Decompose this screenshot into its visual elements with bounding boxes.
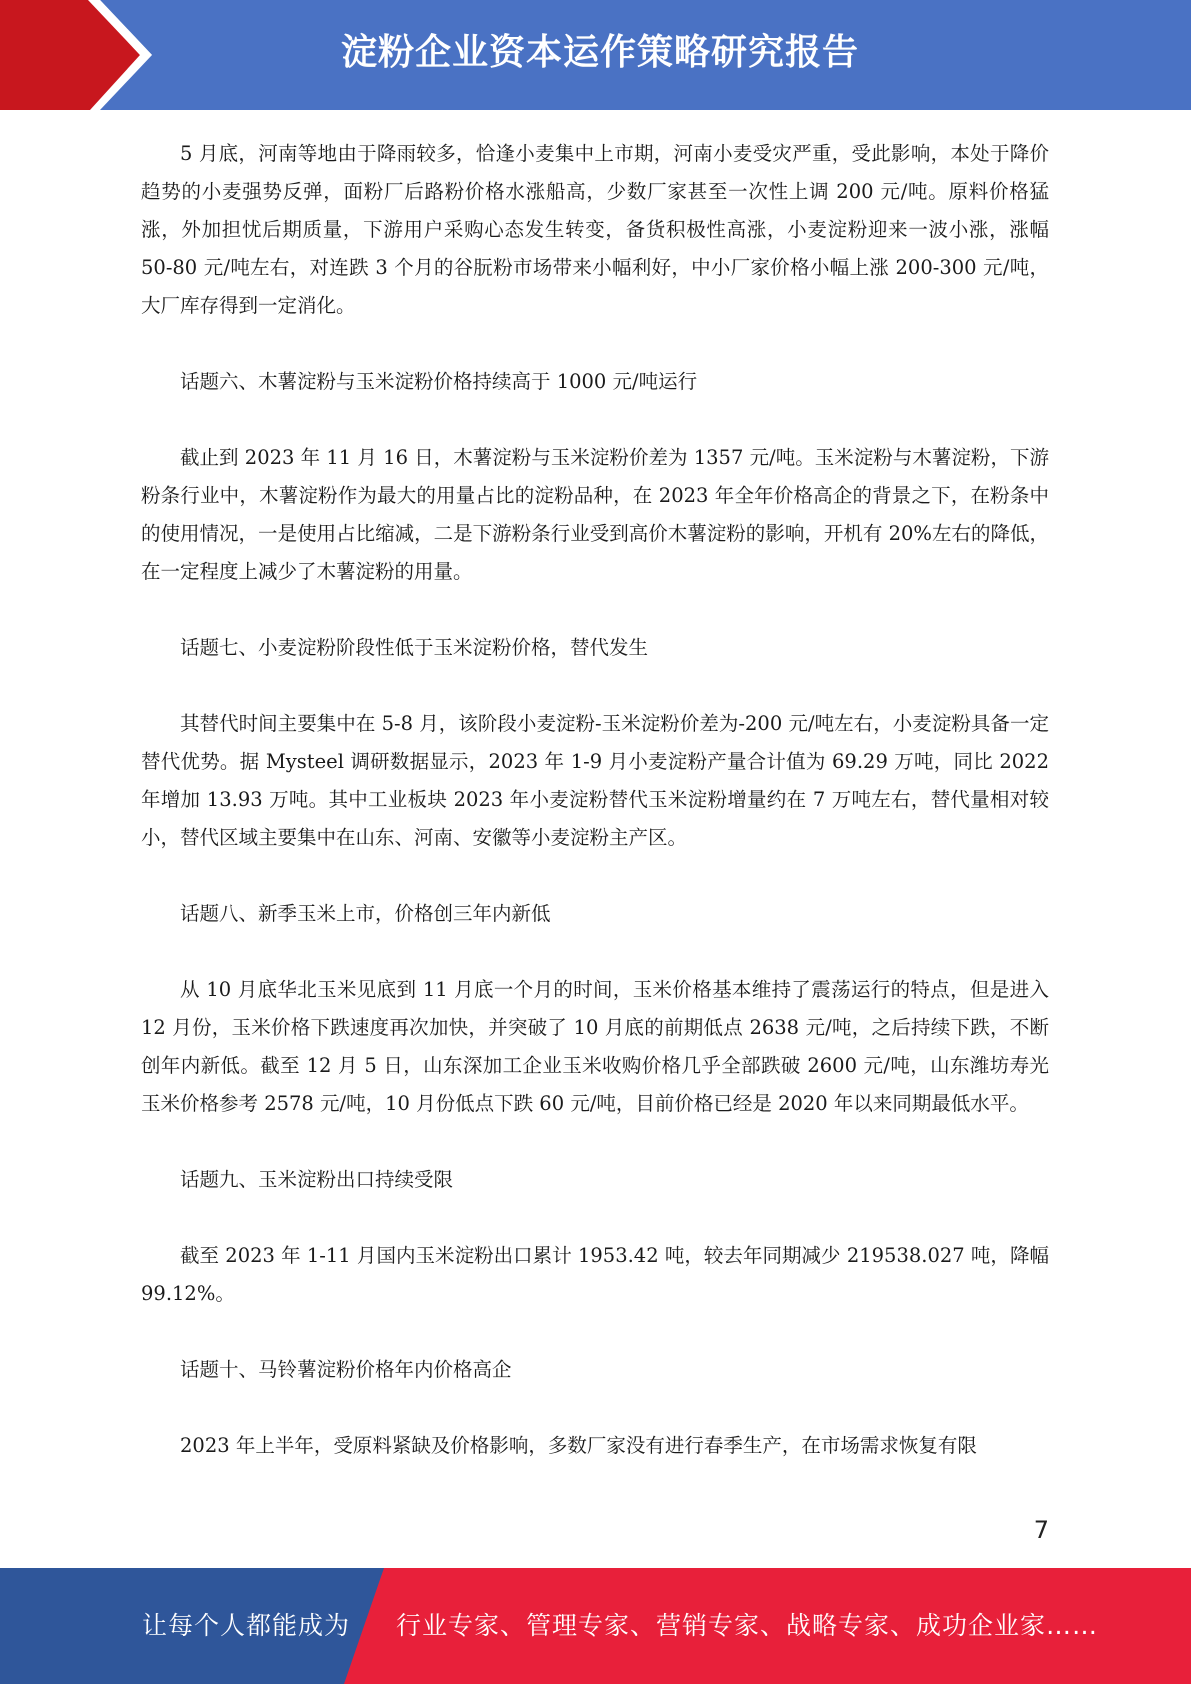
footer-slogan-right: 行业专家、管理专家、营销专家、战略专家、成功企业家…… [396,1611,1099,1640]
topic-heading: 话题八、新季玉米上市，价格创三年内新低 [180,902,551,925]
paragraph: 截至 2023 年 1-11 月国内玉米淀粉出口累计 1953.42 吨，较去年同期减少 219538.027 吨，降幅 99.12%。 [141,1244,1049,1305]
document-body [141,135,1049,1465]
page-footer [0,1568,1191,1684]
topic-heading: 话题十、马铃薯淀粉价格年内价格高企 [180,1358,512,1381]
topic-heading: 话题六、木薯淀粉与玉米淀粉价格持续高于 1000 元/吨运行 [180,370,698,393]
footer-slogan-left: 让每个人都能成为 [142,1611,351,1640]
paragraph: 从 10 月底华北玉米见底到 11 月底一个月的时间，玉米价格基本维持了震荡运行的特点，但是进入 12 月份，玉米价格下跌速度再次加快，并突破了 10 月底的前期低点 2638 元/吨，之后持续下跌，不断创年内新低。截至 12 月 5 日，山东深加工企业玉米收购价格几乎全部跌破 2600 元/吨，山东潍坊寿光玉米价格参考 2578 元/吨，10 月份低点下跌 60 元/吨，目前价格已经是 2020 年以来同期最低水平。 [141,978,1049,1115]
paragraph: 5 月底，河南等地由于降雨较多，恰逢小麦集中上市期，河南小麦受灾严重，受此影响，本处于降价趋势的小麦强势反弹，面粉厂后路粉价格水涨船高，少数厂家甚至一次性上调 200 元/吨。原料价格猛涨，外加担忧后期质量，下游用户采购心态发生转变，备货积极性高涨，小麦淀粉迎来一波小涨，涨幅 50-80 元/吨左右，对连跌 3 个月的谷朊粉市场带来小幅利好，中小厂家价格小幅上涨 200-300 元/吨，大厂库存得到一定消化。 [141,142,1049,317]
red-arrow-icon [0,0,160,110]
paragraph: 2023 年上半年，受原料紧缺及价格影响，多数厂家没有进行春季生产，在市场需求恢复有限 [180,1434,977,1457]
page-number: 7 [1033,1516,1049,1544]
topic-heading: 话题九、玉米淀粉出口持续受限 [180,1168,454,1191]
paragraph: 截止到 2023 年 11 月 16 日，木薯淀粉与玉米淀粉价差为 1357 元/吨。玉米淀粉与木薯淀粉，下游粉条行业中，木薯淀粉作为最大的用量占比的淀粉品种，在 2023 年全年价格高企的背景之下，在粉条中的使用情况，一是使用占比缩减，二是下游粉条行业受到高价木薯淀粉的影响，开机有 20%左右的降低，在一定程度上减少了木薯淀粉的用量。 [141,446,1049,583]
paragraph: 其替代时间主要集中在 5-8 月，该阶段小麦淀粉-玉米淀粉价差为-200 元/吨左右，小麦淀粉具备一定替代优势。据 Mysteel 调研数据显示，2023 年 1-9 月小麦淀粉产量合计值为 69.29 万吨，同比 2022 年增加 13.93 万吨。其中工业板块 2023 年小麦淀粉替代玉米淀粉增量约在 7 万吨左右，替代量相对较小，替代区域主要集中在山东、河南、安徽等小麦淀粉主产区。 [141,712,1049,849]
topic-heading: 话题七、小麦淀粉阶段性低于玉米淀粉价格，替代发生 [180,636,649,659]
page-header [0,0,1191,110]
report-title: 淀粉企业资本运作策略研究报告 [340,32,859,73]
